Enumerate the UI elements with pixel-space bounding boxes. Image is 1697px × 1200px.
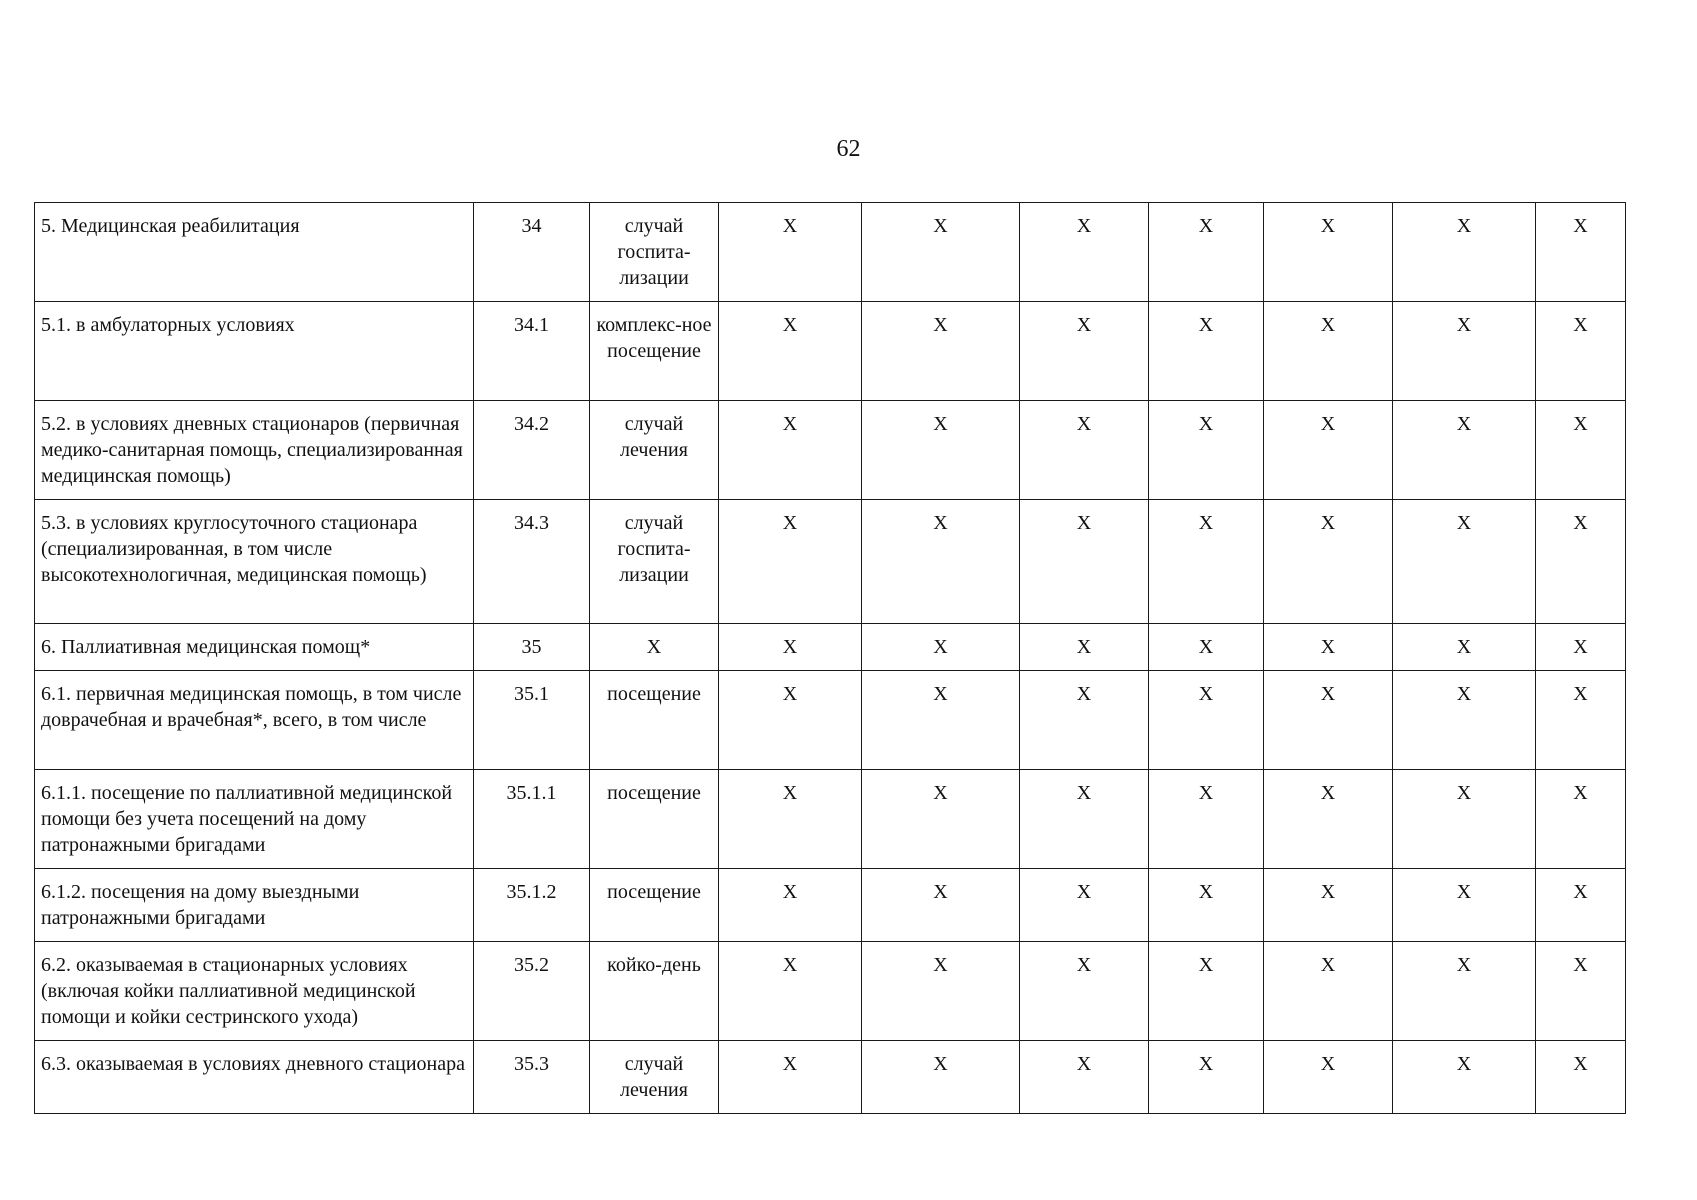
row-value-cell: X: [1536, 500, 1626, 624]
row-value-cell: X: [1393, 624, 1536, 671]
row-unit-cell: случай госпита-лизации: [590, 203, 719, 302]
row-value-cell: X: [1020, 671, 1149, 770]
table-row: [35, 869, 1626, 942]
row-value-cell: X: [1020, 869, 1149, 942]
row-value-cell: X: [1264, 770, 1393, 869]
row-value-cell: X: [1264, 203, 1393, 302]
row-value-cell: X: [862, 401, 1020, 500]
row-value-cell: X: [862, 302, 1020, 401]
row-unit-cell: X: [590, 624, 719, 671]
row-value-cell: X: [1536, 401, 1626, 500]
row-value-cell: X: [719, 203, 862, 302]
row-value-cell: X: [1536, 302, 1626, 401]
row-value-cell: X: [862, 500, 1020, 624]
row-unit-cell: случай лечения: [590, 1041, 719, 1114]
row-value-cell: X: [1149, 942, 1264, 1041]
row-value-cell: X: [1020, 770, 1149, 869]
table-row: [35, 624, 1626, 671]
table-row: [35, 770, 1626, 869]
row-value-cell: X: [1264, 401, 1393, 500]
row-unit-cell: посещение: [590, 770, 719, 869]
row-name-cell: 5.3. в условиях круглосуточного стационара (специализированная, в том числе высокотехнологичная, медицинская помощь): [35, 500, 474, 624]
row-value-cell: X: [862, 624, 1020, 671]
row-value-cell: X: [1149, 500, 1264, 624]
row-value-cell: X: [1393, 869, 1536, 942]
row-value-cell: X: [1020, 302, 1149, 401]
row-code-cell: 34.3: [474, 500, 590, 624]
row-name-cell: 6.2. оказываемая в стационарных условиях (включая койки паллиативной медицинской помощи и койки сестринского ухода): [35, 942, 474, 1041]
table-row: [35, 500, 1626, 624]
row-value-cell: X: [1536, 942, 1626, 1041]
row-value-cell: X: [1264, 624, 1393, 671]
row-unit-cell: случай лечения: [590, 401, 719, 500]
row-value-cell: X: [1536, 770, 1626, 869]
table-row: [35, 401, 1626, 500]
table-row: [35, 302, 1626, 401]
row-value-cell: X: [1020, 500, 1149, 624]
row-unit-cell: посещение: [590, 671, 719, 770]
row-value-cell: X: [862, 869, 1020, 942]
row-value-cell: X: [1020, 1041, 1149, 1114]
row-value-cell: X: [1536, 1041, 1626, 1114]
row-code-cell: 35: [474, 624, 590, 671]
row-value-cell: X: [719, 942, 862, 1041]
row-value-cell: X: [1393, 500, 1536, 624]
row-value-cell: X: [719, 671, 862, 770]
row-value-cell: X: [1536, 671, 1626, 770]
row-value-cell: X: [719, 770, 862, 869]
row-value-cell: X: [1264, 302, 1393, 401]
row-value-cell: X: [1393, 203, 1536, 302]
row-value-cell: X: [1020, 942, 1149, 1041]
row-value-cell: X: [1149, 203, 1264, 302]
row-code-cell: 35.2: [474, 942, 590, 1041]
data-table: [34, 202, 1626, 1114]
row-value-cell: X: [1393, 401, 1536, 500]
row-value-cell: X: [1393, 302, 1536, 401]
row-value-cell: X: [1536, 624, 1626, 671]
row-value-cell: X: [1149, 624, 1264, 671]
row-value-cell: X: [1149, 1041, 1264, 1114]
row-value-cell: X: [1393, 942, 1536, 1041]
row-value-cell: X: [1020, 203, 1149, 302]
row-value-cell: X: [1149, 869, 1264, 942]
row-code-cell: 34: [474, 203, 590, 302]
row-value-cell: X: [1264, 671, 1393, 770]
row-name-cell: 6.1.2. посещения на дому выездными патронажными бригадами: [35, 869, 474, 942]
table-row: [35, 1041, 1626, 1114]
row-value-cell: X: [1149, 770, 1264, 869]
row-value-cell: X: [862, 671, 1020, 770]
row-unit-cell: случай госпита-лизации: [590, 500, 719, 624]
row-value-cell: X: [862, 203, 1020, 302]
row-unit-cell: койко-день: [590, 942, 719, 1041]
row-value-cell: X: [1020, 401, 1149, 500]
row-value-cell: X: [1264, 869, 1393, 942]
row-value-cell: X: [719, 869, 862, 942]
row-name-cell: 6.3. оказываемая в условиях дневного стационара: [35, 1041, 474, 1114]
row-value-cell: X: [1393, 671, 1536, 770]
table-row: [35, 671, 1626, 770]
row-name-cell: 6. Паллиативная медицинская помощ*: [35, 624, 474, 671]
table-row: [35, 203, 1626, 302]
row-name-cell: 5.2. в условиях дневных стационаров (первичная медико-санитарная помощь, специализированная медицинская помощь): [35, 401, 474, 500]
row-name-cell: 5.1. в амбулаторных условиях: [35, 302, 474, 401]
row-code-cell: 35.1.1: [474, 770, 590, 869]
table-row: [35, 942, 1626, 1041]
row-unit-cell: посещение: [590, 869, 719, 942]
row-value-cell: X: [1149, 401, 1264, 500]
row-code-cell: 34.2: [474, 401, 590, 500]
row-code-cell: 34.1: [474, 302, 590, 401]
row-value-cell: X: [1536, 203, 1626, 302]
table-body: [35, 203, 1626, 1114]
row-code-cell: 35.1.2: [474, 869, 590, 942]
row-value-cell: X: [1149, 302, 1264, 401]
row-value-cell: X: [1264, 942, 1393, 1041]
row-value-cell: X: [862, 1041, 1020, 1114]
row-value-cell: X: [719, 624, 862, 671]
row-code-cell: 35.3: [474, 1041, 590, 1114]
row-value-cell: X: [719, 1041, 862, 1114]
row-value-cell: X: [719, 401, 862, 500]
row-value-cell: X: [1393, 1041, 1536, 1114]
row-value-cell: X: [719, 302, 862, 401]
row-value-cell: X: [1264, 1041, 1393, 1114]
row-code-cell: 35.1: [474, 671, 590, 770]
row-name-cell: 6.1.1. посещение по паллиативной медицинской помощи без учета посещений на дому патронажными бригадами: [35, 770, 474, 869]
row-value-cell: X: [1264, 500, 1393, 624]
page-number: 62: [836, 136, 861, 162]
row-name-cell: 6.1. первичная медицинская помощь, в том числе доврачебная и врачебная*, всего, в том числе: [35, 671, 474, 770]
row-value-cell: X: [1393, 770, 1536, 869]
row-name-cell: 5. Медицинская реабилитация: [35, 203, 474, 302]
row-value-cell: X: [719, 500, 862, 624]
row-value-cell: X: [1149, 671, 1264, 770]
row-value-cell: X: [1536, 869, 1626, 942]
row-value-cell: X: [862, 770, 1020, 869]
row-value-cell: X: [862, 942, 1020, 1041]
row-unit-cell: комплекс-ное посещение: [590, 302, 719, 401]
row-value-cell: X: [1020, 624, 1149, 671]
